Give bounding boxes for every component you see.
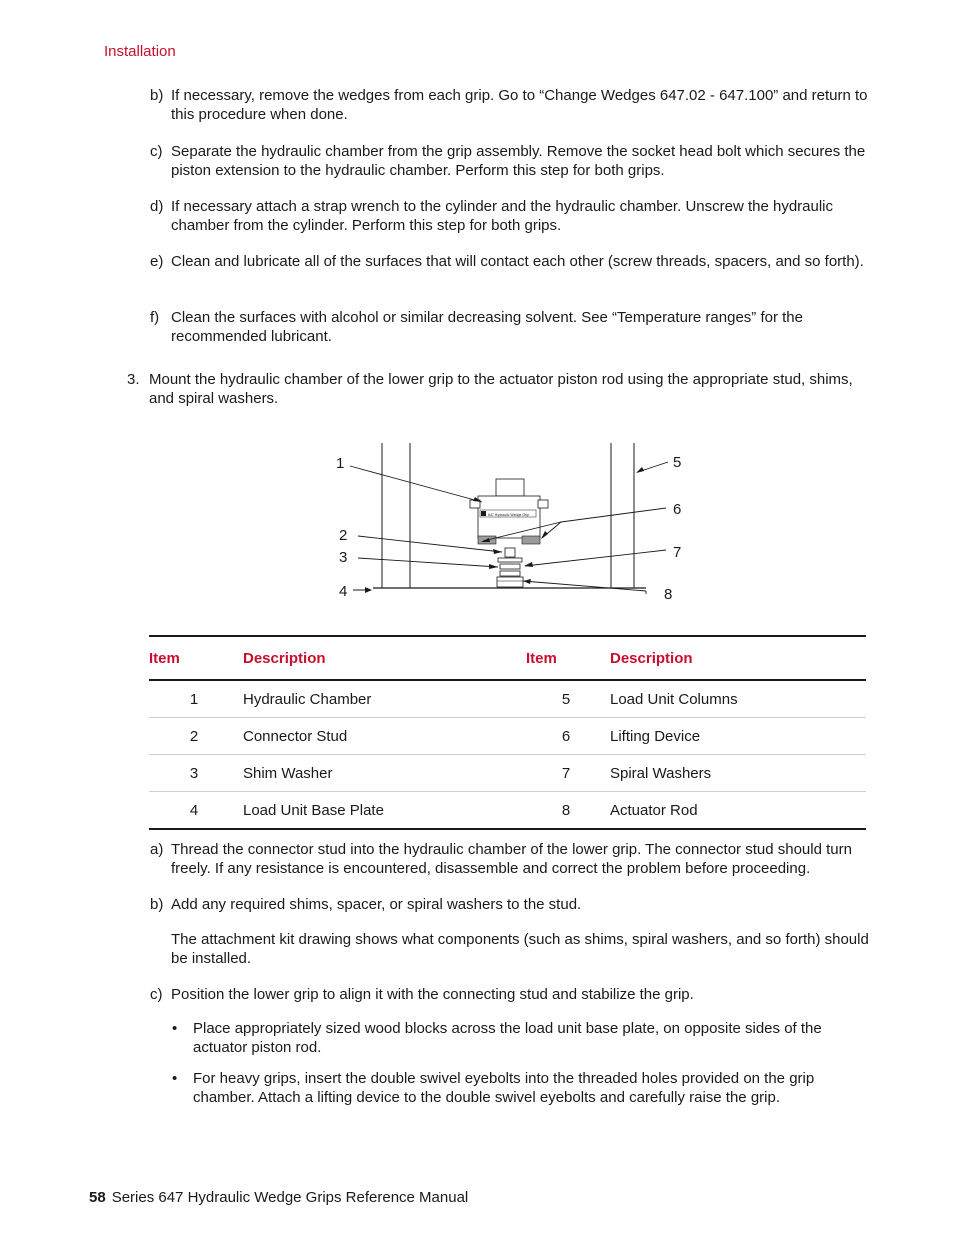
step-label: d): [150, 198, 164, 215]
callout-8: 8: [664, 586, 673, 603]
header-description-2: Description: [610, 649, 693, 667]
grip-mounting-diagram: [320, 440, 700, 610]
manual-title: Series 647 Hydraulic Wedge Grips Reference Manual: [111, 1189, 469, 1206]
item-number: 4: [189, 801, 199, 819]
item-number: 7: [561, 764, 571, 782]
substep-c: [150, 986, 870, 1005]
bullet-icon: •: [172, 1020, 178, 1037]
bullet-item: [172, 1070, 870, 1107]
item-number: 8: [561, 801, 571, 819]
page-footer: [89, 1189, 468, 1206]
step-label: c): [150, 986, 163, 1003]
step-text: Position the lower grip to align it with the connecting stud and stabilize the grip.: [171, 986, 694, 1003]
leader-8a: [523, 581, 646, 591]
leader-3: [358, 558, 498, 567]
header-item-1: Item: [149, 649, 180, 667]
note-text: The attachment kit drawing shows what components (such as shims, spiral washers, and so forth) should be installed.: [171, 931, 869, 967]
spiral-washer-upper: [500, 564, 520, 569]
item-description: Load Unit Columns: [610, 690, 738, 708]
step-text: If necessary, remove the wedges from each grip. Go to “Change Wedges 647.02 - 647.100” and return to this procedure when done.: [171, 87, 868, 123]
item-description: Actuator Rod: [610, 801, 698, 819]
step-label: f): [150, 309, 160, 326]
chamber-logo: [481, 511, 486, 516]
step-label: a): [150, 841, 164, 858]
header-item-2: Item: [526, 649, 557, 667]
table-header-row: [149, 636, 866, 680]
step-text: Add any required shims, spacer, or spiral washers to the stud.: [171, 896, 582, 913]
chamber-foot-right: [522, 536, 540, 544]
item-description: Shim Washer: [243, 764, 333, 782]
chamber-label: 647 Hydraulic Wedge Grip: [488, 513, 529, 517]
actuator-rod: [497, 577, 523, 587]
step-b: [150, 87, 870, 124]
step-label: c): [150, 143, 163, 160]
shim-washer: [498, 558, 522, 562]
connector-stud: [505, 548, 515, 557]
attachment-kit-note: [150, 931, 870, 968]
item-number: 1: [189, 690, 199, 708]
arrowhead-6a: [541, 531, 548, 539]
step-text: Thread the connector stud into the hydraulic chamber of the lower grip. The connector stud should turn freely. If any resistance is encountered, disassemble and correct the problem before proceeding.: [171, 841, 852, 877]
callout-5: 5: [673, 454, 682, 471]
item-description: Load Unit Base Plate: [243, 801, 384, 819]
table-row: [149, 792, 866, 830]
arrowhead-4: [365, 587, 372, 593]
item-description: Spiral Washers: [610, 764, 712, 782]
step-3: [127, 371, 870, 408]
table-row: [149, 680, 866, 718]
step-e: [150, 253, 870, 272]
leader-6a: [561, 508, 666, 522]
callout-1: 1: [336, 455, 345, 472]
bullet-text: For heavy grips, insert the double swivel eyebolts into the threaded holes provided on the grip chamber. Attach a lifting device to the double swivel eyebolts and carefully raise the grip.: [193, 1070, 815, 1106]
leader-7: [525, 550, 666, 566]
bullet-icon: •: [172, 1070, 178, 1087]
step-text: Mount the hydraulic chamber of the lower grip to the actuator piston rod using the appropriate stud, shims, and spiral washers.: [149, 371, 853, 407]
table-row: [149, 718, 866, 755]
item-description: Hydraulic Chamber: [243, 690, 372, 708]
step-f: [150, 309, 870, 346]
step-label: e): [150, 253, 164, 270]
item-number: 2: [189, 727, 199, 745]
step-c: [150, 143, 870, 180]
substep-b: [150, 896, 870, 915]
item-description: Lifting Device: [610, 727, 701, 745]
section-header: Installation: [104, 43, 176, 60]
callout-3: 3: [339, 549, 348, 566]
items-table: [149, 635, 866, 830]
header-description-1: Description: [243, 649, 326, 667]
substep-a: [150, 841, 870, 878]
step-number: 3.: [127, 371, 140, 388]
chamber-top-cap: [496, 479, 524, 496]
item-number: 5: [561, 690, 571, 708]
step-text: If necessary attach a strap wrench to the cylinder and the hydraulic chamber. Unscrew the hydraulic chamber from the cylinder. Perform this step for both grips.: [171, 198, 833, 234]
step-d: [150, 198, 870, 235]
item-number: 6: [561, 727, 571, 745]
table-row: [149, 755, 866, 792]
step-text: Clean and lubricate all of the surfaces that will contact each other (screw threads, spacers, and so forth).: [171, 253, 864, 270]
step-label: b): [150, 896, 164, 913]
step-label: b): [150, 87, 164, 104]
callout-4: 4: [339, 583, 348, 600]
page-number: 58: [89, 1189, 106, 1206]
spiral-washer-lower: [500, 571, 520, 576]
callout-6: 6: [673, 501, 682, 518]
item-number: 3: [189, 764, 199, 782]
step-text: Separate the hydraulic chamber from the grip assembly. Remove the socket head bolt which secures the piston extension to the hydraulic chamber. Perform this step for both grips.: [171, 143, 866, 179]
eyebolt-right: [538, 500, 548, 508]
step-text: Clean the surfaces with alcohol or similar decreasing solvent. See “Temperature ranges” for the recommended lubricant.: [171, 309, 803, 345]
item-description: Connector Stud: [243, 727, 348, 745]
arrowhead-5: [636, 467, 644, 473]
leader-1: [350, 466, 482, 502]
callout-7: 7: [673, 544, 682, 561]
arrowhead-8: [523, 579, 531, 584]
bullet-text: Place appropriately sized wood blocks across the load unit base plate, on opposite sides of the actuator piston rod.: [193, 1020, 822, 1056]
callout-2: 2: [339, 527, 348, 544]
bullet-item: [172, 1020, 870, 1057]
diagram-svg: [320, 440, 700, 610]
